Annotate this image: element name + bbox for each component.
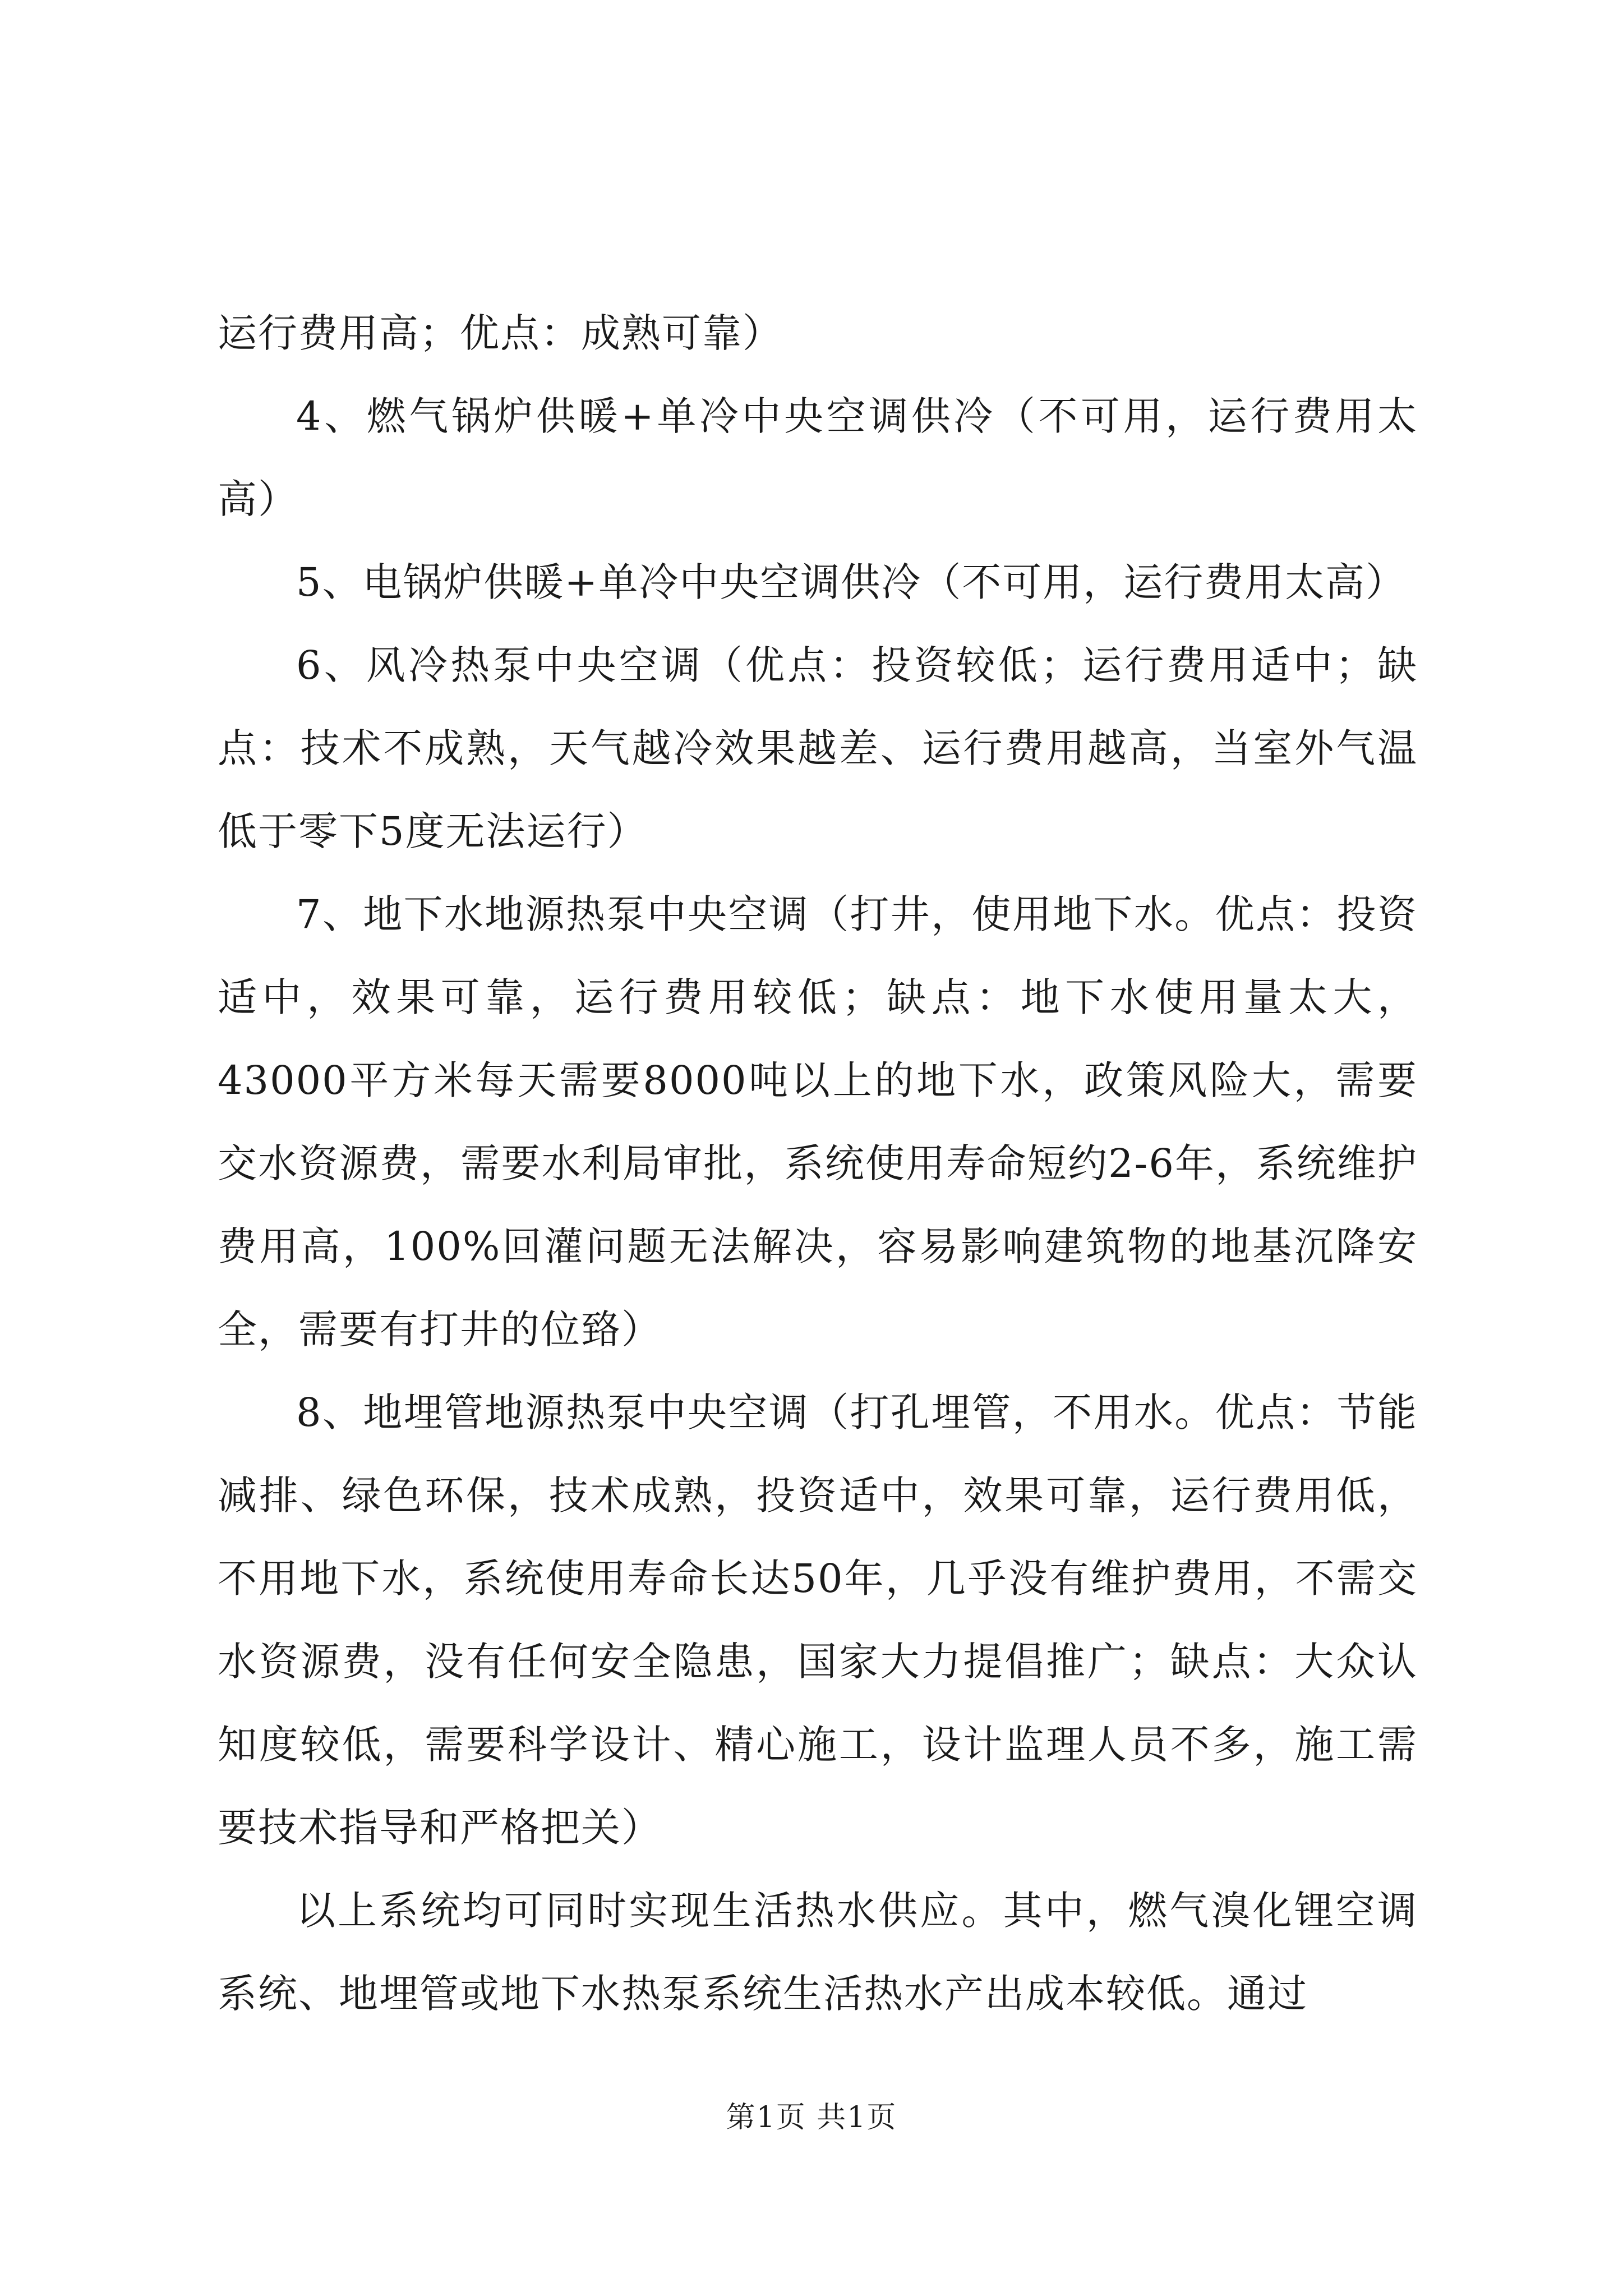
page-footer: 第1页 共1页	[726, 2101, 897, 2134]
paragraph-item-6: 6、风冷热泵中央空调（优点：投资较低；运行费用适中；缺点：技术不成熟，天气越冷效果越差、运行费用越高，当室外气温低于零下5度无法运行）	[218, 642, 1418, 854]
paragraph-summary: 以上系统均可同时实现生活热水供应。其中，燃气溴化锂空调系统、地埋管或地下水热泵系统生活热水产出成本较低。通过	[218, 1888, 1418, 2017]
paragraph-item-5: 5、电锅炉供暖+单冷中央空调供冷（不可用，运行费用太高）	[296, 559, 1407, 605]
paragraph-continuation: 运行费用高；优点：成熟可靠）	[218, 310, 783, 356]
paragraph-item-7: 7、地下水地源热泵中央空调（打井，使用地下水。优点：投资适中，效果可靠，运行费用较低；缺点：地下水使用量太大，43000平方米每天需要8000吨以上的地下水，政策风险大，需要交水资源费，需要水利局审批，系统使用寿命短约2-6年，系统维护费用高，100%回灌问题无法解决，容易影响建筑物的地基沉降安全，需要有打井的位臵）	[218, 891, 1418, 1352]
body-text	[218, 292, 1418, 2035]
paragraph-item-4: 4、燃气锅炉供暖+单冷中央空调供冷（不可用，运行费用太高）	[218, 393, 1418, 522]
paragraph-item-8: 8、地埋管地源热泵中央空调（打孔埋管，不用水。优点：节能减排、绿色环保，技术成熟，投资适中，效果可靠，运行费用低，不用地下水，系统使用寿命长达50年，几乎没有维护费用，不需交水资源费，没有任何安全隐患，国家大力提倡推广；缺点：大众认知度较低，需要科学设计、精心施工，设计监理人员不多，施工需要技术指导和严格把关）	[218, 1389, 1418, 1851]
